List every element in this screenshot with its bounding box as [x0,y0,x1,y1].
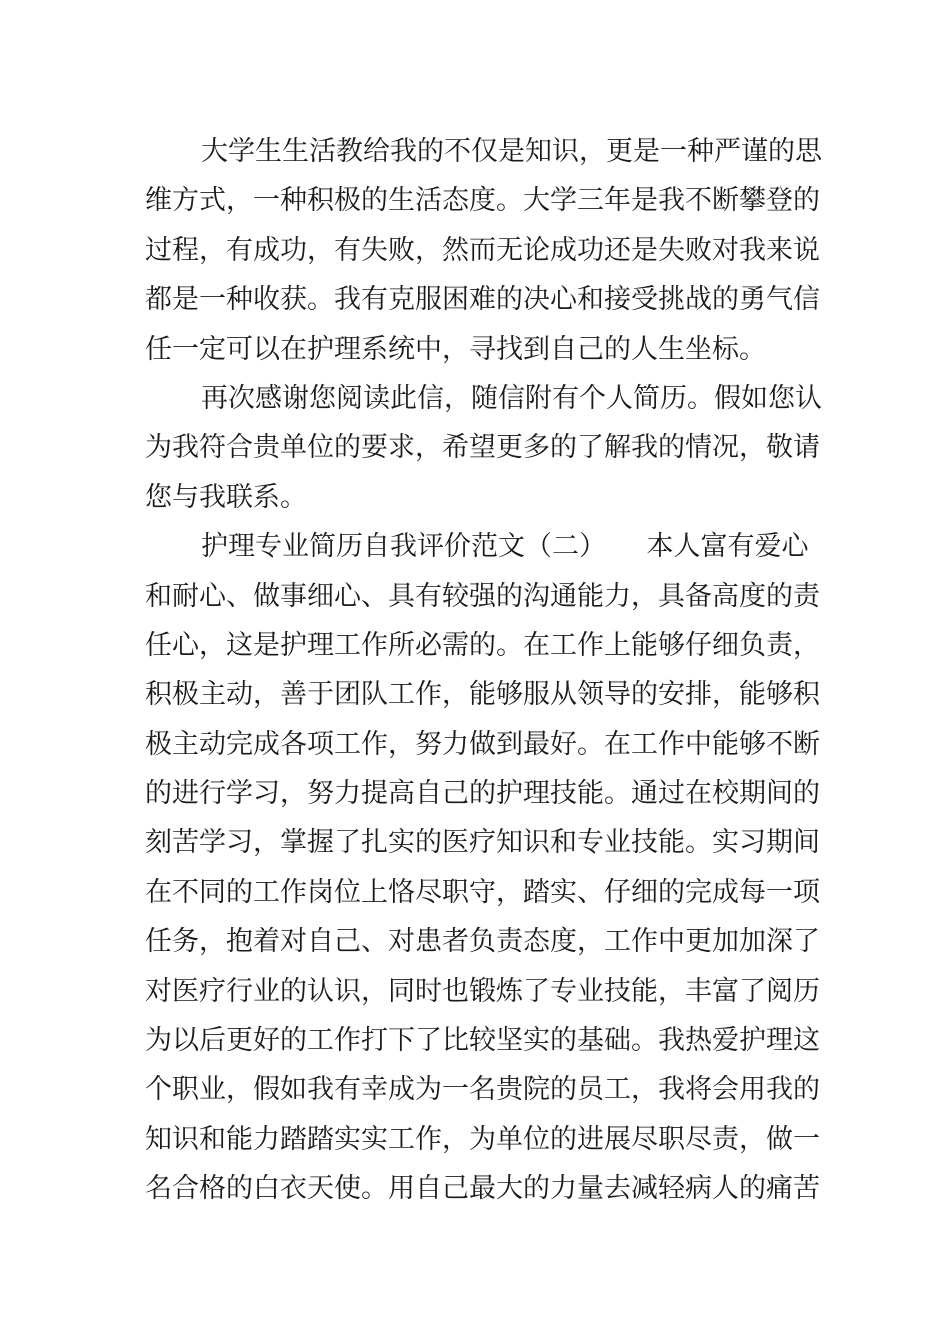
paragraph-line: 过程，有成功，有失败，然而无论成功还是失败对我来说 [145,234,820,266]
body-text [145,127,825,1214]
paragraph-line: 的进行学习，努力提高自己的护理技能。通过在校期间的 [145,778,820,810]
paragraph-line: 和耐心、做事细心、具有较强的沟通能力，具备高度的责 [145,580,820,612]
paragraph-line: 您与我联系。 [145,481,307,513]
paragraph-line: 为以后更好的工作打下了比较坚实的基础。我热爱护理这 [145,1025,820,1057]
paragraph-line: 为我符合贵单位的要求，希望更多的了解我的情况，敬请 [145,432,820,464]
paragraph-line: 对医疗行业的认识，同时也锻炼了专业技能，丰富了阅历 [145,975,820,1007]
paragraph-line: 任心，这是护理工作所必需的。在工作上能够仔细负责， [145,629,820,661]
paragraph-line: 名合格的白衣天使。用自己最大的力量去减轻病人的痛苦 [145,1173,820,1205]
paragraph-line: 都是一种收获。我有克服困难的决心和接受挑战的勇气信 [145,284,820,316]
paragraph-line: 刻苦学习，掌握了扎实的医疗知识和专业技能。实习期间 [145,827,820,859]
paragraph-line: 维方式，一种积极的生活态度。大学三年是我不断攀登的 [145,185,820,217]
paragraph-line: 再次感谢您阅读此信，随信附有个人简历。假如您认 [201,382,822,414]
paragraph-line: 个职业，假如我有幸成为一名贵院的员工，我将会用我的 [145,1074,820,1106]
paragraph-line: 大学生生活教给我的不仅是知识，更是一种严谨的思 [201,136,822,167]
paragraph-line: 任务，抱着对自己、对患者负责态度，工作中更加加深了 [145,926,820,958]
section-heading-line: 护理专业简历自我评价范文（二） 本人富有爱心 [201,531,809,563]
paragraph-line: 在不同的工作岗位上恪尽职守，踏实、仔细的完成每一项 [145,876,820,908]
paragraph-line: 极主动完成各项工作，努力做到最好。在工作中能够不断 [145,728,820,760]
paragraph-line: 积极主动，善于团队工作，能够服从领导的安排，能够积 [145,679,820,711]
paragraph-line: 知识和能力踏踏实实工作，为单位的进展尽职尽责，做一 [145,1123,820,1155]
paragraph-line: 任一定可以在护理系统中，寻找到自己的人生坐标。 [145,333,766,365]
